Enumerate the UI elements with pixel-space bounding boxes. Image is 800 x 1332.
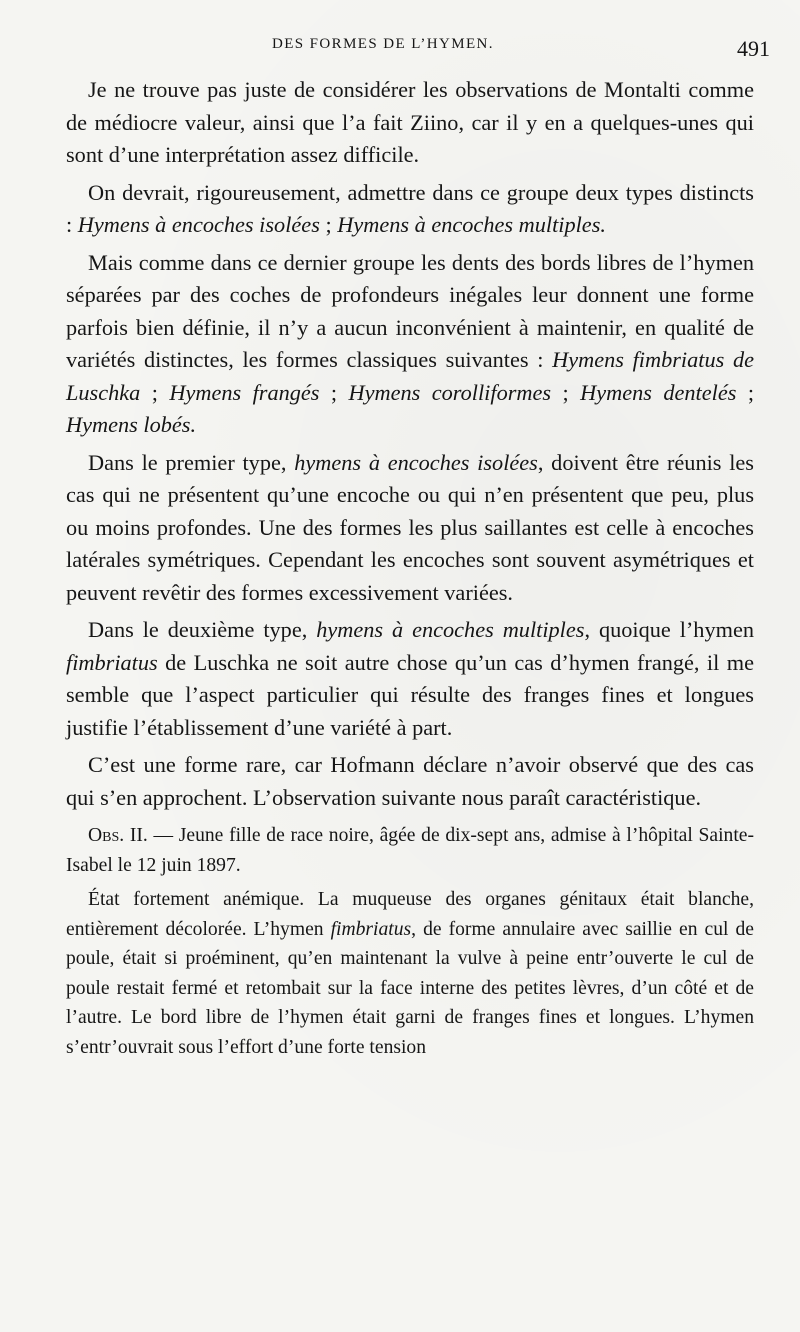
body-text <box>66 74 754 1062</box>
running-title: DES FORMES DE L’HYMEN. <box>272 36 494 52</box>
text-run: État fortement anémique. La muqueuse des organes génitaux était blanche, entièrement décolorée. L’hymen <box>66 889 754 940</box>
paragraph-3 <box>66 247 754 442</box>
text-run: Dans le deuxième type, <box>88 617 317 642</box>
paragraph-observation <box>66 885 754 1062</box>
italic-term: Hymens corolliformes <box>348 379 552 405</box>
italic-term: Hymens dentelés <box>580 379 737 405</box>
text-run: , doivent être réunis les cas qui ne présentent qu’une encoche ou qui n’en présentent que peu, plus ou moins profondes. Une des formes les plus saillantes est celle à encoches latérales symétriques. Cependant les encoches sont souvent asymétriques et peuvent revêtir des formes excessivement variées. <box>66 449 754 605</box>
text-run: , quoique l’hymen <box>584 617 754 642</box>
observation-label: Obs. II. <box>88 825 148 846</box>
paragraph-1: Je ne trouve pas juste de considérer les observations de Montalti comme de médiocre valeur, ainsi que l’a fait Ziino, car il y en a quelques-unes qui sont d’une interprétation assez difficile. <box>66 77 754 167</box>
italic-term: fimbriatus <box>66 649 158 675</box>
text-run: Mais comme dans ce dernier groupe les dents des bords libres de l’hymen séparées par des coches de profondeurs inégales leur donnent une forme parfois bien définie, il n’y a aucun inconvénient à maintenir, en qualité de variétés distinctes, les formes classiques suivantes : <box>66 249 754 372</box>
text-run: ; <box>319 379 349 405</box>
observation-heading <box>66 821 754 880</box>
italic-term: Hymens à encoches multiples. <box>337 212 606 237</box>
text-run: de Luschka ne soit autre chose qu’un cas d’hymen frangé, il me semble que l’aspect particulier qui résulte des franges fines et longues justifie l’établissement d’une variété à part. <box>66 649 754 740</box>
paragraph-2 <box>66 177 754 242</box>
italic-term: fimbriatus <box>330 918 412 940</box>
italic-term: Hymens à encoches isolées <box>77 212 320 237</box>
text-run: — Jeune fille de race noire, âgée de dix-sept ans, admise à l’hôpital Sainte-Isabel le 12 juin 1897. <box>66 825 754 876</box>
paragraph-6: C’est une forme rare, car Hofmann déclare n’avoir observé que des cas qui s’en approchent. L’observation suivante nous paraît caractéristique. <box>66 752 754 810</box>
italic-term: Hymens fimbriatus de Luschka <box>66 347 754 405</box>
text-run: , de forme annulaire avec saillie en cul de poule, était si proéminent, qu’en maintenant la vulve à peine entr’ouverte le cul de poule restait fermé et retombait sur la face interne des petites lèvres, d’un côté et de l’autre. Le bord libre de l’hymen était garni de franges fines et longues. L’hymen s’entr’ouvrait sous l’effort d’une forte tension <box>66 918 754 1058</box>
italic-term: hymens à encoches multiples <box>316 617 585 642</box>
paragraph-5 <box>66 614 754 744</box>
italic-term: Hymens lobés. <box>66 412 197 437</box>
text-run: On devrait, rigoureusement, admettre dans ce groupe deux types distincts : <box>66 179 754 237</box>
text-run: ; <box>551 379 581 405</box>
paragraph-4 <box>66 447 754 610</box>
italic-term: Hymens frangés <box>169 379 320 405</box>
text-run: ; <box>140 379 170 405</box>
text-run: ; <box>736 379 755 405</box>
italic-term: hymens à encoches isolées <box>294 449 538 475</box>
page-number: 491 <box>737 36 770 61</box>
text-run: ; <box>319 212 338 237</box>
text-run: Dans le premier type, <box>88 449 295 475</box>
